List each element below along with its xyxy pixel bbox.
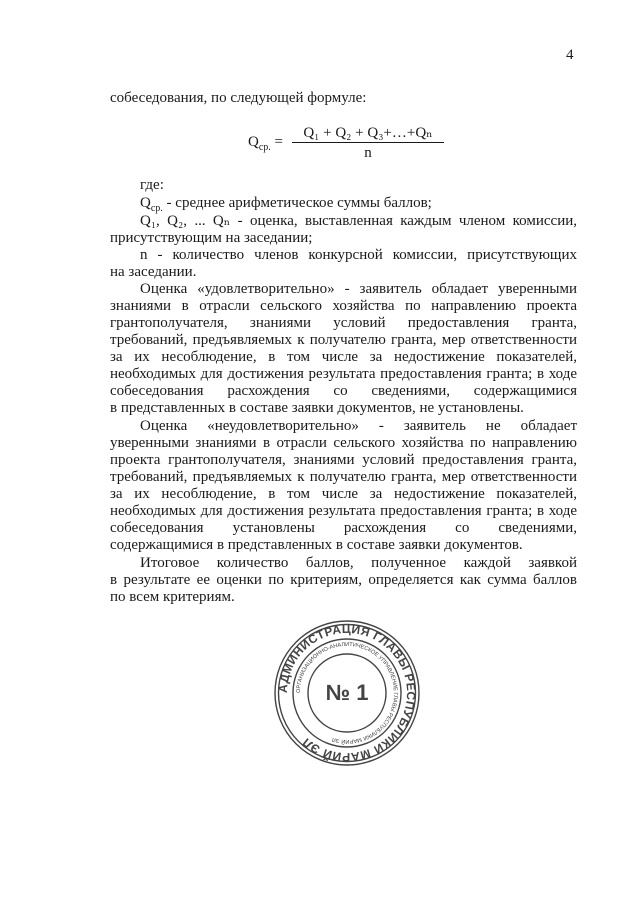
para-unsatisfactory-line: собеседования установлены расхождения со сведениями, xyxy=(110,520,577,536)
para-satisfactory-line: Оценка «удовлетворительно» - заявитель обладает уверенными xyxy=(140,281,577,297)
para-satisfactory-line: собеседования расхождения со сведениями, содержащимися xyxy=(110,383,577,399)
para-unsatisfactory-line: Оценка «неудовлетворительно» - заявитель не обладает xyxy=(140,418,577,434)
para-total-line: Итоговое количество баллов, полученное каждой заявкой xyxy=(140,555,577,571)
para-total-line: в результате ее оценки по критериям, определяется как сумма баллов xyxy=(110,572,577,588)
definition-qsr: $Q_{ср.}$ - среднее арифметическое суммы баллов; xyxy=(140,195,432,214)
para-satisfactory-line: необходимых для достижения результата предоставления гранта; в ходе xyxy=(110,366,577,382)
para-satisfactory-line: требований, предъявляемых к получателю гранта, мер ответственности xyxy=(110,332,577,348)
official-seal-stamp xyxy=(272,618,422,768)
formula-numerator: Q₁ + Q₂ + Q₃+…+Qₙ xyxy=(303,125,433,141)
formula-denominator: n xyxy=(364,145,372,161)
para-unsatisfactory-line: проекта грантополучателя, знаниями условий предоставления гранта, xyxy=(110,452,577,468)
seal-center-number: № 1 xyxy=(325,680,369,705)
fraction-bar xyxy=(292,142,444,143)
para-satisfactory-line: грантополучателя, знаниями условий предоставления гранта, xyxy=(110,315,577,331)
where-label: где: xyxy=(140,177,164,193)
page-number: 4 xyxy=(566,47,574,63)
para-total-line: по всем критериям. xyxy=(110,589,235,605)
para-unsatisfactory-line: необходимых для достижения результата предоставления гранта; в ходе xyxy=(110,503,577,519)
para-satisfactory-line: в представленных в составе заявки документов, не установлены. xyxy=(110,400,524,416)
definition-n-cont: на заседании. xyxy=(110,264,197,280)
para-unsatisfactory-line: содержащимися в представленных в составе заявки документов. xyxy=(110,537,523,553)
formula-lhs: $Q_{ср.}$ = xyxy=(248,134,284,153)
average-score-formula xyxy=(248,123,448,163)
seal-inner-text: ОРГАНИЗАЦИОННО-АНАЛИТИЧЕСКОЕ УПРАВЛЕНИЕ ГЛАВЫ РЕСПУБЛИКИ МАРИЙ ЭЛ xyxy=(295,641,399,745)
seal-outer-text: АДМИНИСТРАЦИЯ ГЛАВЫ РЕСПУБЛИКИ МАРИЙ ЭЛ xyxy=(275,621,419,765)
para-unsatisfactory-line: требований, предъявляемых к получателю гранта, мер ответственности xyxy=(110,469,577,485)
para-unsatisfactory-line: за их несоблюдение, в том числе за недостижение показателей, xyxy=(110,486,577,502)
intro-line: собеседования, по следующей формуле: xyxy=(110,90,367,106)
para-satisfactory-line: за их несоблюдение, в том числе за недостижение показателей, xyxy=(110,349,577,365)
para-satisfactory-line: знаниями в отрасли сельского хозяйства по направлению проекта xyxy=(110,298,577,314)
para-unsatisfactory-line: уверенными знаниями в отрасли сельского хозяйства по направлению xyxy=(110,435,577,451)
definition-q-cont: присутствующим на заседании; xyxy=(110,230,313,246)
definition-n: n - количество членов конкурсной комиссии, присутствующих xyxy=(140,247,577,263)
definition-q: Q₁, Q₂, ... Qₙ - оценка, выставленная каждым членом комиссии, xyxy=(140,213,577,229)
